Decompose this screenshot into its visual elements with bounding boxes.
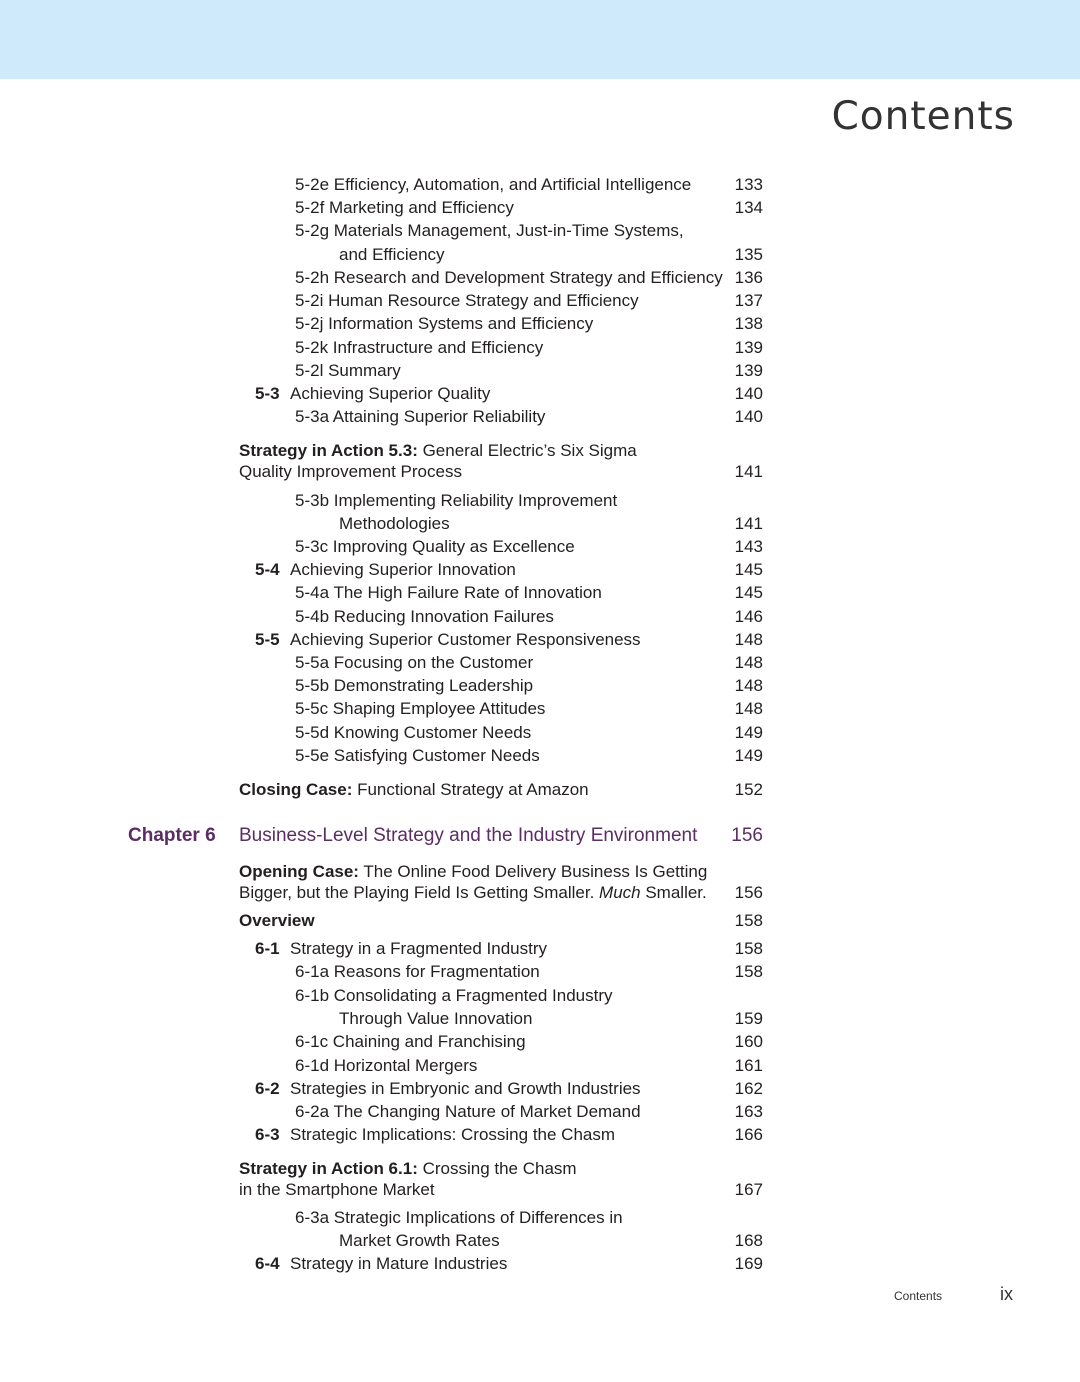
toc-entry-title: Achieving Superior Quality [290,384,491,403]
toc-entry-title-cont: Bigger, but the Playing Field Is Getting Smaller. [239,883,600,902]
toc-entry-title: 5-2g Materials Management, Just-in-Time Systems, [295,221,684,240]
toc-entry-title: 6-1b Consolidating a Fragmented Industry [295,986,613,1005]
toc-entry-title: 5-2j Information Systems and Efficiency [295,314,594,333]
toc-page-number: 149 [734,723,763,742]
toc-entry-title-cont: Quality Improvement Process [239,462,462,481]
toc-entry-title: 5-2l Summary [295,361,401,380]
toc-entry-title: 5-5d Knowing Customer Needs [295,723,532,742]
toc-entry-title-cont: and Efficiency [339,245,445,264]
toc-entry-title: General Electric’s Six Sigma [417,441,637,460]
toc-entry-title-cont: Smaller. [640,883,707,902]
toc-entry-title: Strategy in a Fragmented Industry [290,939,548,958]
feature-label: Strategy in Action 5.3: [239,441,418,460]
toc-page-number: 135 [734,245,763,264]
footer-page-number: ix [1000,1284,1013,1304]
toc-entry-title-cont: Market Growth Rates [339,1231,500,1250]
toc-entry-title-cont: Methodologies [339,514,450,533]
toc-page-number: 161 [734,1056,763,1075]
section-number: 5-4 [255,560,280,579]
toc-entry-title: 5-3b Implementing Reliability Improvement [295,491,618,510]
toc-page-number: 163 [734,1102,763,1121]
toc-page-number: 141 [734,514,763,533]
toc-page-number: 145 [734,560,763,579]
toc-page-number: 148 [734,699,763,718]
toc-entry-title: 5-2h Research and Development Strategy and Efficiency [295,268,723,287]
toc-page-number: 149 [734,746,763,765]
header-band [0,0,1080,79]
toc-page-number: 158 [734,962,763,981]
toc-page-number: 168 [734,1231,763,1250]
toc-entry-title: 5-2e Efficiency, Automation, and Artificial Intelligence [295,175,692,194]
toc-page-number: 156 [731,825,763,846]
chapter-title: Business-Level Strategy and the Industry Environment [239,825,698,846]
toc-entry-title: 5-5c Shaping Employee Attitudes [295,699,546,718]
toc-entry-title: The Online Food Delivery Business Is Getting [358,862,708,881]
toc-page-number: 167 [734,1180,763,1199]
toc-page-number: 146 [734,607,763,626]
toc-page-number: 162 [734,1079,763,1098]
toc-page-number: 159 [734,1009,763,1028]
feature-label: Opening Case: [239,862,359,881]
toc-page-number: 134 [734,198,763,217]
toc-entry-title: Strategic Implications: Crossing the Chasm [290,1125,616,1144]
toc-page-number: 152 [734,780,763,799]
toc-page-number: 136 [734,268,763,287]
toc-entry-title: 6-1a Reasons for Fragmentation [295,962,540,981]
feature-label: Overview [239,911,315,930]
toc-entry-title: 5-4b Reducing Innovation Failures [295,607,554,626]
toc-page-number: 141 [734,462,763,481]
toc-entry-title: Strategies in Embryonic and Growth Industries [290,1079,641,1098]
toc-page-number: 166 [734,1125,763,1144]
toc-entry-title: Achieving Superior Customer Responsiveness [290,630,641,649]
toc-page-number: 145 [734,583,763,602]
toc-page-number: 140 [734,384,763,403]
toc-entry-title: 5-2f Marketing and Efficiency [295,198,514,217]
section-number: 5-3 [255,384,280,403]
toc-entry-title: 6-1c Chaining and Franchising [295,1032,526,1051]
toc-page-number: 169 [734,1254,763,1273]
toc-entry-title: Strategy in Mature Industries [290,1254,508,1273]
toc-page-number: 138 [734,314,763,333]
toc-entry-title: 5-2k Infrastructure and Efficiency [295,338,544,357]
emphasis-text: Much [599,883,641,902]
toc-entry-title: 6-1d Horizontal Mergers [295,1056,478,1075]
toc-entry-title: 5-4a The High Failure Rate of Innovation [295,583,602,602]
section-number: 6-1 [255,939,280,958]
section-number: 6-4 [255,1254,280,1273]
toc-page-number: 158 [734,939,763,958]
toc-page-number: 139 [734,338,763,357]
toc-page-number: 148 [734,653,763,672]
toc-entry-title: Crossing the Chasm [417,1159,577,1178]
section-number: 6-3 [255,1125,280,1144]
chapter-label: Chapter 6 [128,825,216,846]
toc-entry-title: Functional Strategy at Amazon [352,780,589,799]
toc-page-number: 158 [734,911,763,930]
toc-page-number: 137 [734,291,763,310]
toc-page-number: 148 [734,630,763,649]
toc-entry-title: 5-2i Human Resource Strategy and Efficiency [295,291,639,310]
toc-entry-title: 5-3c Improving Quality as Excellence [295,537,575,556]
toc-entry-title: 6-3a Strategic Implications of Differences in [295,1208,623,1227]
feature-label: Closing Case: [239,780,353,799]
section-number: 6-2 [255,1079,280,1098]
toc-page-number: 148 [734,676,763,695]
toc-entry-title: 6-2a The Changing Nature of Market Demand [295,1102,641,1121]
page-title: Contents [831,94,1015,139]
toc-entry-title: 5-3a Attaining Superior Reliability [295,407,546,426]
footer-label: Contents [894,1289,943,1303]
toc-entry-title: 5-5a Focusing on the Customer [295,653,534,672]
toc-entry-title: 5-5e Satisfying Customer Needs [295,746,540,765]
toc-entry-title-cont: Through Value Innovation [339,1009,533,1028]
toc-page-number: 140 [734,407,763,426]
toc-page-number: 160 [734,1032,763,1051]
toc-entry-title: 5-5b Demonstrating Leadership [295,676,534,695]
toc-page-number: 156 [734,883,763,902]
toc-page-number: 139 [734,361,763,380]
section-number: 5-5 [255,630,280,649]
toc-entry-title: Achieving Superior Innovation [290,560,516,579]
toc-page-number: 143 [734,537,763,556]
toc-entry-title-cont: in the Smartphone Market [239,1180,435,1199]
feature-label: Strategy in Action 6.1: [239,1159,418,1178]
toc-page-number: 133 [734,175,763,194]
